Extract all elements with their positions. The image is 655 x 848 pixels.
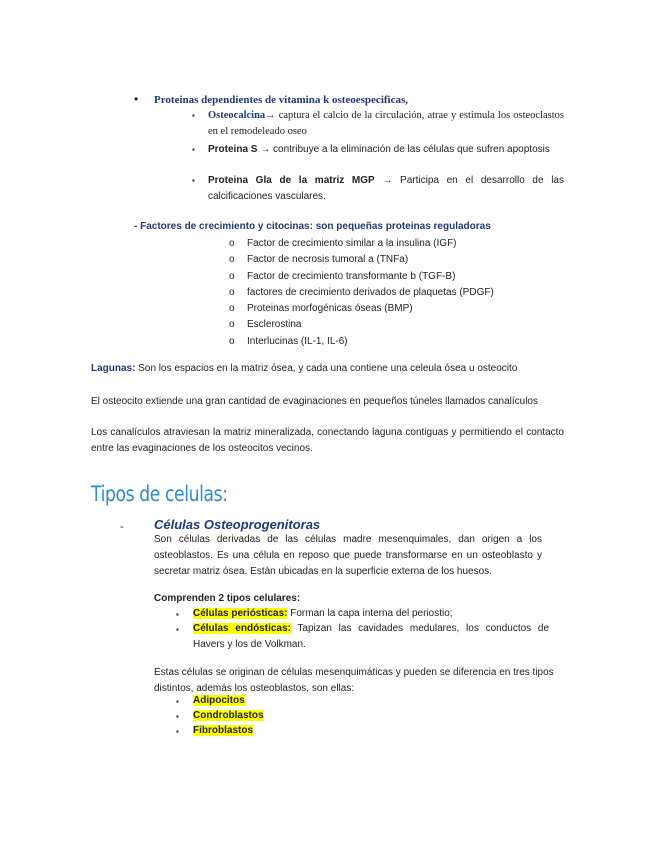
bullet-dot-icon: • bbox=[134, 92, 139, 106]
origin-paragraph: Estas células se originan de células mesenquimáticas y pueden se diferencia en tres tipos distintos, además los osteoblastos, son ellas: bbox=[154, 667, 554, 694]
section1-item-proteina-s: Proteina S → contribuye a la eliminación de las células que sufren apoptosis bbox=[208, 144, 550, 155]
square-bullet-icon: ▪ bbox=[176, 712, 179, 721]
list-item: o factores de crecimiento derivados de plaquetas (PDGF) bbox=[229, 286, 494, 298]
section1-item-mgp: Proteina Gla de la matriz MGP → Participa en el desarrollo de las calcificaciones vasculares. bbox=[208, 175, 564, 202]
list-item: o Interlucinas (IL-1, IL-6) bbox=[229, 335, 348, 347]
section1-bullet: Proteinas dependientes de vitamina k osteoespecificas, bbox=[154, 94, 409, 106]
section2-heading: - Factores de crecimiento y citocinas: son pequeñas proteinas reguladoras bbox=[134, 221, 491, 232]
square-bullet-icon: ▪ bbox=[192, 176, 195, 185]
osteocito-paragraph: El osteocito extiende una gran cantidad de evaginaciones en pequeños túneles llamados canalículos bbox=[91, 396, 538, 407]
square-bullet-icon: ▪ bbox=[176, 697, 179, 706]
section1-item-osteocalcina: Osteocalcina→ captura el calcio de la circulación, atrae y estimula los osteoclastos en el remodeleado oseo bbox=[208, 110, 564, 137]
list-item: o Factor de crecimiento similar a la insulina (IGF) bbox=[229, 238, 457, 249]
growth-factor-list bbox=[229, 236, 494, 350]
cell-type-endosticas: Células endósticas: Tapizan las cavidades medulares, los conductos de Havers y los de Volkman. bbox=[193, 623, 549, 650]
square-bullet-icon: ▪ bbox=[176, 610, 179, 619]
comprenden-label: Comprenden 2 tipos celulares: bbox=[154, 593, 301, 604]
dash-bullet: - bbox=[120, 521, 124, 533]
osteoprogenitoras-title: Células Osteoprogenitoras bbox=[154, 517, 321, 532]
tipos-heading: Tipos de celulas: bbox=[91, 482, 228, 506]
derived-cell: Fibroblastos bbox=[193, 725, 254, 736]
canaliculos-paragraph: Los canalículos atraviesan la matriz mineralizada, conectando laguna contiguas y permitiendo el contacto entre las evaginaciones de los osteocitos vecinos. bbox=[91, 427, 564, 454]
cell-type-periosticas: Células periósticas: Forman la capa interna del periostio; bbox=[193, 608, 453, 619]
lagunas-paragraph: Lagunas: Son los espacios en la matriz ósea, y cada una contiene una celeula ósea u osteocito bbox=[91, 363, 518, 374]
osteoprogenitoras-description: Son células derivadas de las células madre mesenquimales, dan origen a los osteoblastos. Es una célula en reposo que puede transformarse en un osteoblasto y secretar matriz ósea. Están ubicadas en la superficie externa de los huesos. bbox=[154, 534, 542, 577]
list-item: o Factor de necrosis tumoral a (TNFa) bbox=[229, 254, 409, 266]
square-bullet-icon: ▪ bbox=[192, 111, 195, 120]
list-item: o Proteinas morfogénicas óseas (BMP) bbox=[229, 303, 413, 315]
square-bullet-icon: ▪ bbox=[176, 727, 179, 736]
square-bullet-icon: ▪ bbox=[192, 145, 195, 154]
list-item: o Factor de crecimiento transformante b (TGF-B) bbox=[229, 270, 456, 282]
list-item: o Esclerostina bbox=[229, 319, 302, 331]
derived-cell: Condroblastos bbox=[193, 710, 264, 721]
square-bullet-icon: ▪ bbox=[176, 625, 179, 634]
derived-cell: Adipocitos bbox=[193, 695, 245, 706]
